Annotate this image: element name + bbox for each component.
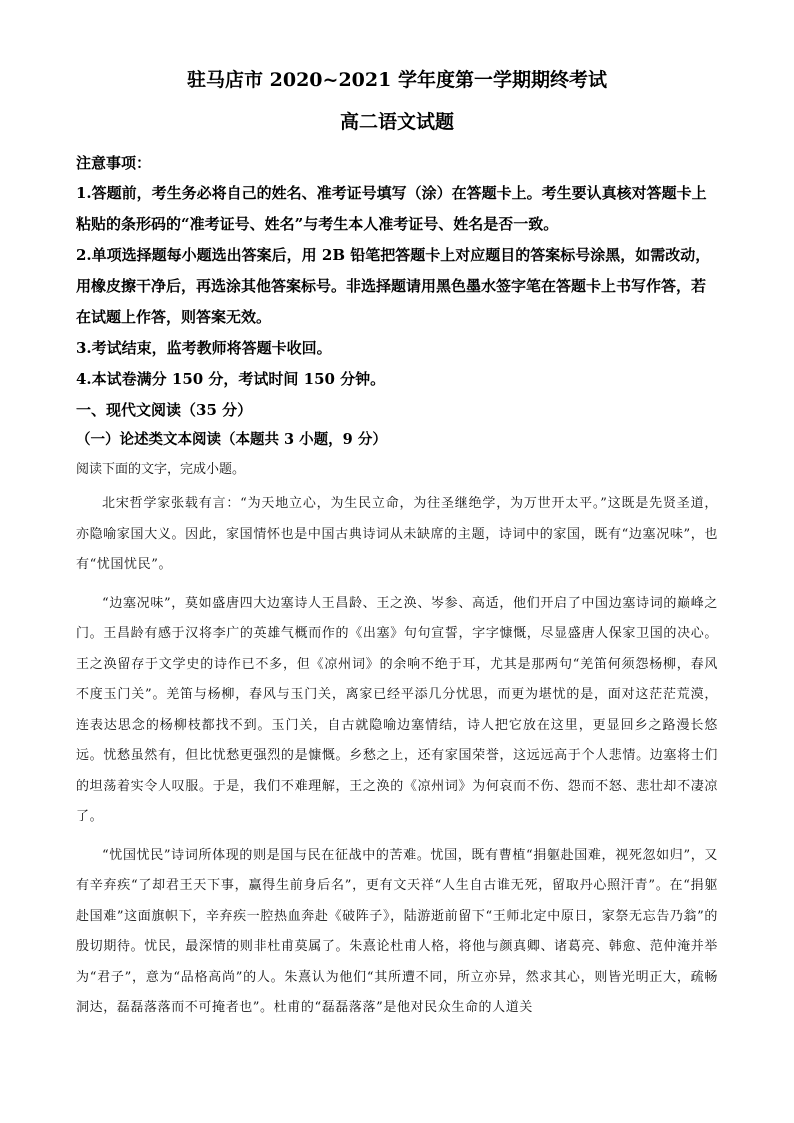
reading-paragraph-2: “边塞况味”，莫如盛唐四大边塞诗人王昌龄、王之涣、岑参、高适，他们开启了中国边塞诗词的巅峰之门。王昌龄有感于汉将李广的英雄气概而作的《出塞》句句宣誓，字字慷慨，尽显盛唐人保家卫国的决心。王之涣留存于文学史的诗作已不多，但《凉州词》的余响不绝于耳，尤其是那两句“羌笛何须怨杨柳，春风不度玉门关”。羌笛与杨柳，春风与玉门关，离家已经平添几分忧思，而更为堪忧的是，面对这茫茫荒漠，连表达思念的杨柳枝都找不到。玉门关，自古就隐喻边塞情结，诗人把它放在这里，更显回乡之路漫长悠远。忧愁虽然有，但比忧愁更强烈的是慷慨。乡愁之上，还有家国荣誉，这远远高于个人悲情。边塞将士们的坦荡着实令人叹服。于是，我们不难理解，王之涣的《凉州词》为何哀而不伤、怨而不怒、悲壮却不凄凉了。 <box>76 595 718 824</box>
exam-subtitle: 高二语文试题 <box>339 111 454 133</box>
subsection-heading: （一）论述类文本阅读（本题共 3 小题，9 分） <box>76 431 387 448</box>
reading-paragraph-3: “忧国忧民”诗词所体现的则是国与民在征战中的苦难。忧国，既有曹植“捐躯赴国难，视死忽如归”，又有辛弃疾“了却君王天下事，赢得生前身后名”，更有文天祥“人生自古谁无死，留取丹心照汗青”。在“捐躯赴国难”这面旗帜下，辛弃疾一腔热血奔赴《破阵子》，陆游逝前留下“王师北定中原日，家祭无忘告乃翁”的殷切期待。忧民，最深情的则非杜甫莫属了。朱熹论杜甫人格，将他与颜真卿、诸葛亮、韩愈、范仲淹并举为“君子”，意为“品格高尚”的人。朱熹认为他们“其所遭不同，所立亦异，然求其心，则皆光明正大，疏畅洞达，磊磊落落而不可掩者也”。杜甫的“磊磊落落”是他对民众生命的人道关 <box>76 847 718 1015</box>
reading-instruction: 阅读下面的文字，完成小题。 <box>76 462 246 477</box>
reading-paragraph-1: 北宋哲学家张载有言：“为天地立心，为生民立命，为往圣继绝学，为万世开太平。”这既是先贤圣道，亦隐喻家国大义。因此，家国情怀也是中国古典诗词从未缺席的主题，诗词中的家国，既有“边塞况味”，也有“忧国忧民”。 <box>76 496 718 572</box>
exam-title: 驻马店市 2020~2021 学年度第一学期期终考试 <box>187 69 607 91</box>
section-heading: 一、现代文阅读（35 分） <box>76 401 253 419</box>
notice-item-4: 4.本试卷满分 150 分，考试时间 150 分钟。 <box>76 370 386 388</box>
notice-item-3: 3.考试结束，监考教师将答题卡收回。 <box>76 339 332 357</box>
notice-item-1: 1.答题前，考生务必将自己的姓名、准考证号填写（涂）在答题卡上。考生要认真核对答题卡上粘贴的条形码的“准考证号、姓名”与考生本人准考证号、姓名是否一致。 <box>76 184 707 233</box>
notice-item-2: 2.单项选择题每小题选出答案后，用 2B 铅笔把答题卡上对应题目的答案标号涂黑，如需改动，用橡皮擦干净后，再选涂其他答案标号。非选择题请用黑色墨水签字笔在答题卡上书写作答，若在试题上作答，则答案无效。 <box>76 246 711 326</box>
notice-heading: 注意事项： <box>76 154 152 172</box>
